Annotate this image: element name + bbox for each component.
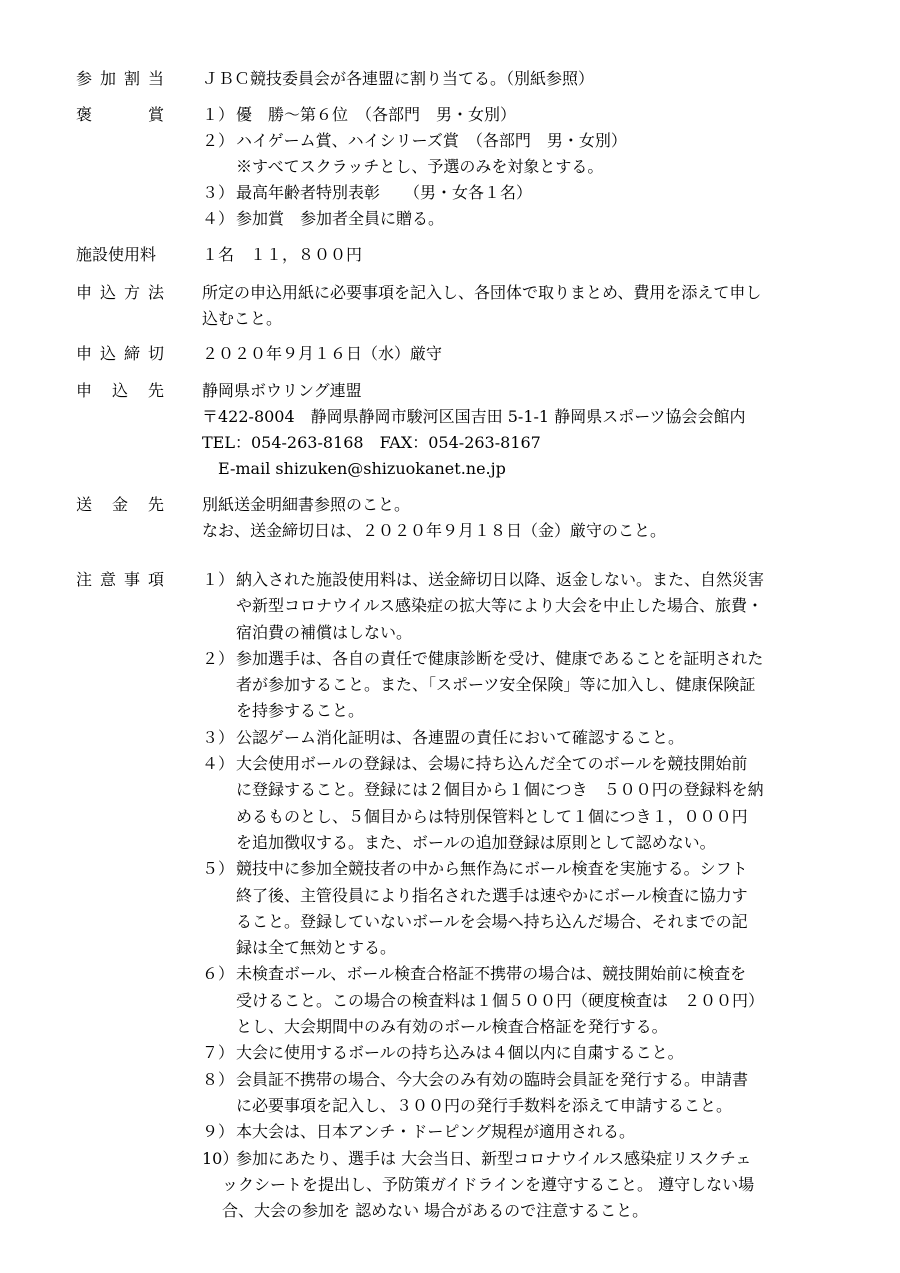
destination-body <box>202 378 842 482</box>
fee-label: 施設使用料 <box>76 245 157 264</box>
item-text: 優 勝～第６位 （各部門 男・女別） <box>236 105 517 124</box>
item-text: や新型コロナウイルス感染症の拡大等により大会を中止した場合、旅費・ <box>236 596 764 616</box>
item-text: 参加賞 参加者全員に贈る。 <box>236 209 445 228</box>
allocation-label: 参加割当 <box>76 69 164 88</box>
item-number: ６） <box>202 964 235 984</box>
note-item-8 <box>202 1067 842 1120</box>
item-text: めるものとし、５個目からは特別保管料として１個につき１，０００円 <box>236 806 748 826</box>
item-number: ８） <box>202 1069 235 1089</box>
note-item-1 <box>202 567 842 646</box>
item-number: ７） <box>202 1043 235 1063</box>
item-number: ４） <box>202 209 235 228</box>
item-text: 録は全て無効とする。 <box>236 938 397 958</box>
item-text: 合、大会の参加を 認めない 場合があるので注意すること。 <box>222 1201 649 1221</box>
note-item-4 <box>202 751 842 856</box>
destination-org: 静岡県ボウリング連盟 <box>202 381 362 400</box>
item-text: 競技中に参加全競技者の中から無作為にボール検査を実施する。シフト <box>236 859 748 879</box>
notes-label: 注意事項 <box>76 570 164 589</box>
item-text: に必要事項を記入し、３００円の発行手数料を添えて申請すること。 <box>236 1095 733 1115</box>
item-text: 公認ゲーム消化証明は、各連盟の責任において確認すること。 <box>236 727 685 747</box>
item-text: 本大会は、日本アンチ・ドーピング規程が適用される。 <box>236 1122 636 1142</box>
destination-phone-fax: TEL：054-263-8168 FAX：054-263-8167 <box>202 433 541 452</box>
note-item-7 <box>202 1040 842 1066</box>
note-item-5 <box>202 856 842 961</box>
fee-line: １名 １１，８００円 <box>202 245 363 264</box>
destination-label: 申 込 先 <box>76 381 164 400</box>
deadline-line: ２０２０年９月１６日（水）厳守 <box>202 344 443 363</box>
item-text: に登録すること。登録には２個目から１個につき ５００円の登録料を納 <box>236 780 764 800</box>
item-text: 大会に使用するボールの持ち込みは４個以内に自粛すること。 <box>236 1043 684 1063</box>
item-text: を追加徴収する。また、ボールの追加登録は原則として認めない。 <box>236 832 716 852</box>
destination-email: E-mail shizuken@shizuokanet.ne.jp <box>202 459 506 478</box>
item-number: 10） <box>202 1148 239 1168</box>
deadline-body <box>202 341 842 367</box>
method-body <box>202 280 842 332</box>
item-text: 会員証不携帯の場合、今大会のみ有効の臨時会員証を発行する。申請書 <box>236 1069 749 1089</box>
remittance-body <box>202 492 842 544</box>
remittance-line: なお、送金締切日は、２０２０年９月１８日（金）厳守のこと。 <box>202 521 667 540</box>
item-text: ハイゲーム賞、ハイシリーズ賞 （各部門 男・女別） <box>236 131 627 150</box>
note-item-6 <box>202 961 842 1040</box>
awards-item-2 <box>202 128 842 180</box>
item-text: を持参すること。 <box>236 701 365 721</box>
method-line: 所定の申込用紙に必要事項を記入し、各団体で取りまとめ、費用を添えて申し <box>202 283 762 302</box>
awards-label: 褒 賞 <box>76 105 164 124</box>
item-text: 参加にあたり、選手は 大会当日、新型コロナウイルス感染症リスクチェ <box>236 1148 752 1168</box>
item-number: ４） <box>202 754 235 774</box>
remittance-line: 別紙送金明細書参照のこと。 <box>202 495 411 514</box>
remittance-label: 送 金 先 <box>76 495 164 514</box>
item-number: ２） <box>202 131 235 150</box>
item-text: 終了後、主管役員により指名された選手は速やかにボール検査に協力す <box>236 885 748 905</box>
awards-item-1 <box>202 102 842 128</box>
destination-address: 〒422-8004 静岡県静岡市駿河区国吉田 5-1-1 静岡県スポーツ協会会館内 <box>202 407 746 426</box>
note-item-9 <box>202 1119 842 1145</box>
item-number: ２） <box>202 648 235 668</box>
item-number: １） <box>202 570 235 589</box>
item-text: ックシートを提出し、予防策ガイドラインを遵守すること。 遵守しない場 <box>222 1174 755 1194</box>
item-text: 受けること。この場合の検査料は１個５００円（硬度検査は ２００円） <box>236 990 765 1010</box>
awards-item-4 <box>202 206 842 232</box>
item-text: ※すべてスクラッチとし、予選のみを対象とする。 <box>236 157 604 176</box>
note-item-3 <box>202 725 842 751</box>
item-text: 最高年齢者特別表彰 （男・女各１名） <box>236 183 533 202</box>
awards-body <box>202 102 842 232</box>
method-label: 申込方法 <box>76 283 164 302</box>
item-text: とし、大会期間中のみ有効のボール検査合格証を発行する。 <box>236 1017 668 1037</box>
item-number: ３） <box>202 727 235 747</box>
item-text: 納入された施設使用料は、送金締切日以降、返金しない。また、自然災害 <box>236 570 765 589</box>
allocation-line: ＪＢＣ競技委員会が各連盟に割り当てる。（別紙参照） <box>202 69 595 88</box>
notes-body <box>202 567 842 1224</box>
fee-body <box>202 242 842 268</box>
deadline-label: 申込締切 <box>76 344 164 363</box>
item-number: ９） <box>202 1122 235 1142</box>
awards-item-3 <box>202 180 842 206</box>
item-text: 宿泊費の補償はしない。 <box>236 622 413 642</box>
item-number: １） <box>202 105 235 124</box>
note-item-10 <box>202 1146 842 1225</box>
allocation-body <box>202 66 842 92</box>
item-number: ３） <box>202 183 235 202</box>
item-text: 大会使用ボールの登録は、会場に持ち込んだ全てのボールを競技開始前 <box>236 754 748 774</box>
item-text: 未検査ボール、ボール検査合格証不携帯の場合は、競技開始前に検査を <box>236 964 747 984</box>
item-text: ること。登録していないボールを会場へ持ち込んだ場合、それまでの記 <box>236 911 748 931</box>
item-text: 参加選手は、各自の責任で健康診断を受け、健康であることを証明された <box>236 648 764 668</box>
note-item-2 <box>202 646 842 725</box>
item-text: 者が参加すること。また、「スポーツ安全保険」等に加入し、健康保険証 <box>236 675 756 695</box>
item-number: ５） <box>202 859 235 879</box>
method-line: 込むこと。 <box>202 309 283 328</box>
